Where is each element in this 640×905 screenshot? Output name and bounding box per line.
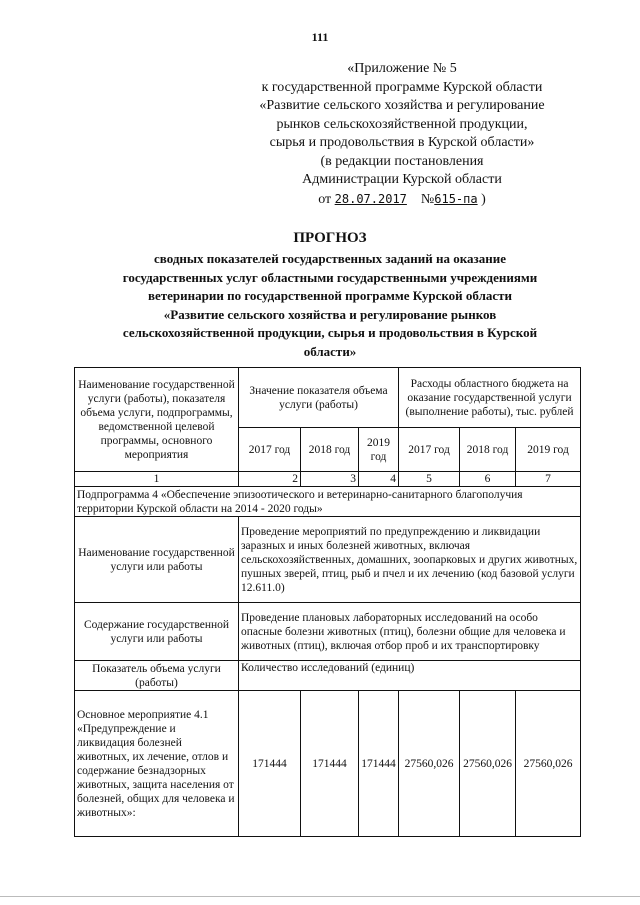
measure-label: Основное мероприятие 4.1 «Предупреждение и ликвидация болезней животных, их лечение, отлов и содержание безнадзорных животных, защита населения от болезней, общих для человека и животных»: bbox=[75, 691, 239, 837]
subtitle-line: области» bbox=[303, 343, 357, 359]
measure-value: 171444 bbox=[239, 691, 301, 837]
column-number: 3 bbox=[301, 472, 359, 487]
scan-artifact-line bbox=[0, 896, 640, 897]
column-number: 5 bbox=[399, 472, 460, 487]
document-title: ПРОГНОЗ bbox=[293, 230, 367, 246]
measure-value: 27560,026 bbox=[399, 691, 460, 837]
header-budget: Расходы областного бюджета на оказание государственной услуги (выполнение работы), тыс. рублей bbox=[399, 368, 581, 428]
header-volume: Значение показателя объема услуги (работы) bbox=[239, 368, 399, 428]
column-number: 2 bbox=[239, 472, 301, 487]
header-service-name: Наименование государственной услуги (работы), показателя объема услуги, подпрограммы, ведомственной целевой программы, основного мероприятия bbox=[75, 368, 239, 472]
measure-value: 171444 bbox=[301, 691, 359, 837]
indicator-label: Показатель объема услуги (работы) bbox=[75, 661, 239, 691]
subtitle-line: «Развитие сельского хозяйства и регулирование рынков bbox=[163, 306, 497, 322]
document-subtitle bbox=[60, 250, 600, 361]
appendix-line: (в редакции постановления bbox=[320, 153, 484, 169]
year-header: 2018 год bbox=[301, 428, 359, 472]
column-number: 1 bbox=[75, 472, 239, 487]
service-content-value: Проведение плановых лабораторных исследований на особо опасные болезни животных (птиц), болезни общие для человека и животных (птиц), включая отбор проб и их транспортировку bbox=[239, 603, 581, 661]
service-content-label: Содержание государственной услуги или работы bbox=[75, 603, 239, 661]
indicator-value: Количество исследований (единиц) bbox=[239, 661, 581, 691]
column-number: 4 bbox=[359, 472, 399, 487]
appendix-line: сырья и продовольствия в Курской области» bbox=[269, 135, 535, 150]
year-header: 2017 год bbox=[399, 428, 460, 472]
subtitle-line: государственных услуг областными государственными учреждениями bbox=[122, 269, 538, 285]
resolution-date: 28.07.2017 bbox=[334, 191, 407, 206]
year-header: 2019 год bbox=[359, 428, 399, 472]
appendix-line: Администрации Курской области bbox=[302, 172, 502, 187]
appendix-line: к государственной программе Курской области bbox=[261, 79, 543, 95]
subtitle-line: ветеринарии по государственной программе Курской области bbox=[147, 288, 513, 303]
year-header: 2019 год bbox=[516, 428, 581, 472]
appendix-date-line bbox=[232, 190, 572, 210]
service-name-label: Наименование государственной услуги или работы bbox=[75, 517, 239, 603]
column-number: 7 bbox=[516, 472, 581, 487]
subtitle-line: сводных показателей государственных заданий на оказание bbox=[154, 251, 506, 266]
service-name-value: Проведение мероприятий по предупреждению и ликвидации заразных и иных болезней животных, включая сельскохозяйственных, домашних, зоопарковых и других животных, пушных зверей, птиц, рыб и пчел и их лечению (код базовой услуги 12.611.0) bbox=[239, 517, 581, 603]
resolution-number: 615-па bbox=[434, 191, 478, 206]
page-number: 111 bbox=[311, 30, 329, 44]
appendix-line: «Развитие сельского хозяйства и регулирование bbox=[259, 98, 545, 113]
subtitle-line: сельскохозяйственной продукции, сырья и продовольствия в Курской bbox=[122, 325, 538, 340]
number-prefix: № bbox=[420, 191, 435, 207]
date-prefix: от bbox=[318, 191, 332, 207]
year-header: 2017 год bbox=[239, 428, 301, 472]
appendix-line: «Приложение № 5 bbox=[347, 61, 457, 76]
measure-value: 27560,026 bbox=[460, 691, 516, 837]
subprogram-row: Подпрограмма 4 «Обеспечение эпизоотического и ветеринарно-санитарного благополучия территории Курской области на 2014 - 2020 годы» bbox=[75, 487, 581, 517]
forecast-table bbox=[74, 367, 581, 837]
measure-value: 27560,026 bbox=[516, 691, 581, 837]
measure-value: 171444 bbox=[359, 691, 399, 837]
appendix-line: рынков сельскохозяйственной продукции, bbox=[276, 116, 528, 132]
year-header: 2018 год bbox=[460, 428, 516, 472]
appendix-header bbox=[232, 60, 572, 209]
close-paren: ) bbox=[481, 191, 486, 207]
column-number: 6 bbox=[460, 472, 516, 487]
